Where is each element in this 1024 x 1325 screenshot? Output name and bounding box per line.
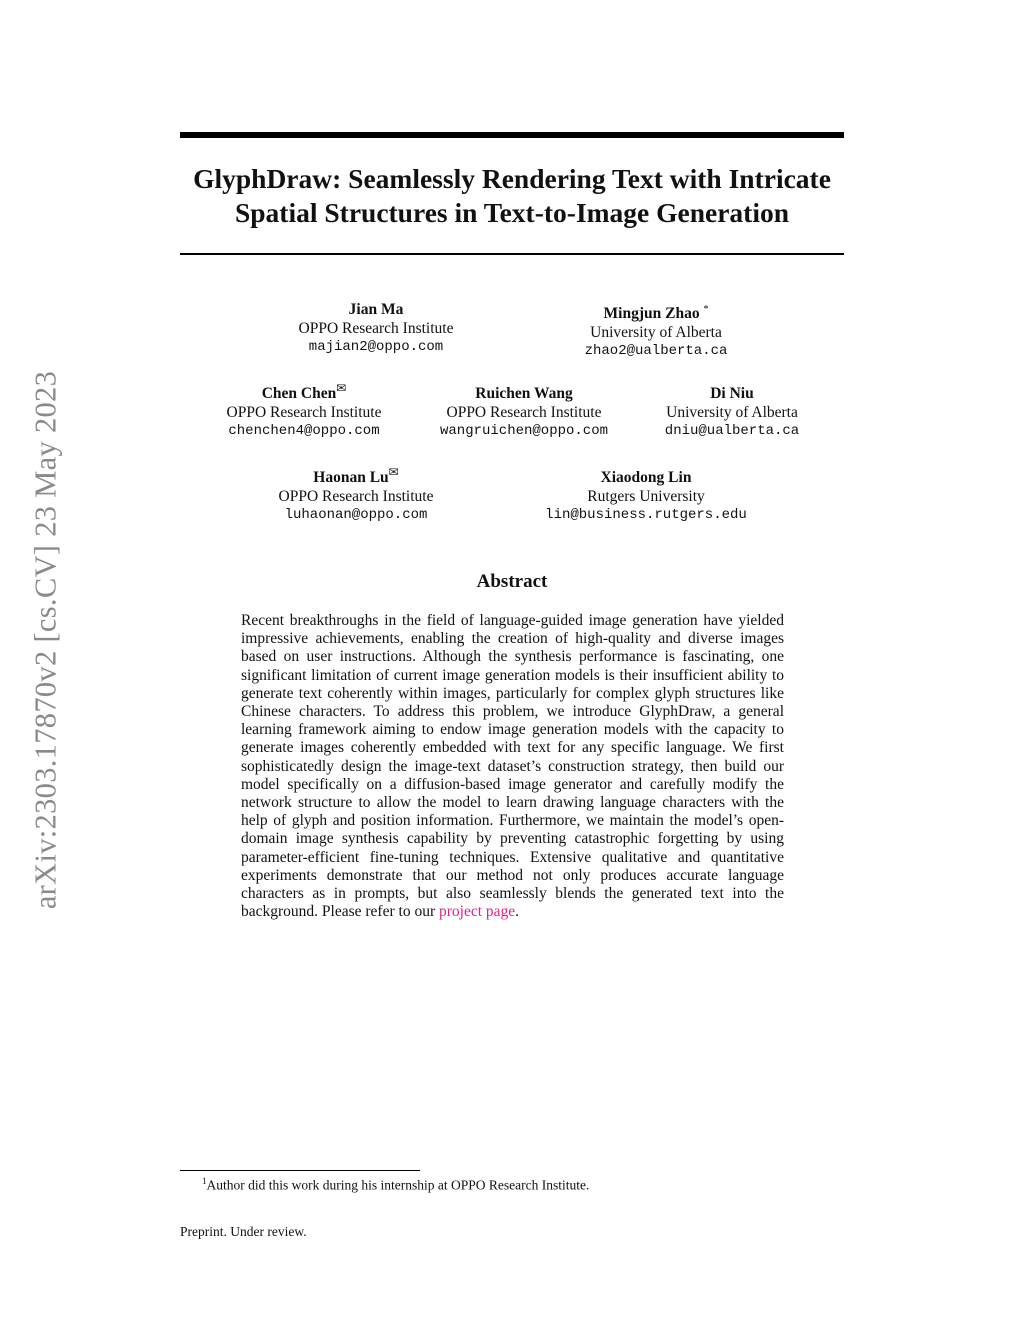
abstract-end: . xyxy=(515,903,520,921)
author-affiliation: OPPO Research Institute xyxy=(298,319,454,337)
title-rule-top xyxy=(180,132,844,138)
author-name: Chen Chen xyxy=(261,385,337,402)
author-block xyxy=(226,380,382,441)
author-block xyxy=(545,469,747,525)
author-affiliation: University of Alberta xyxy=(590,323,722,341)
author-affiliation: OPPO Research Institute xyxy=(226,403,382,421)
envelope-icon: ✉ xyxy=(336,380,347,395)
author-affiliation: University of Alberta xyxy=(666,403,798,421)
author-email[interactable]: majian2@oppo.com xyxy=(308,339,444,355)
abstract-text: Recent breakthroughs in the field of language-guided image generation have yielded impressive achievements, enabling the creation of high-quality and diverse images based on user instructions. Although the synthesis performance is fascinating, one significant limitation of current image generation models is their insufficient ability to generate text coherently within images, particularly for complex glyph structures like Chinese characters. To address this problem, we introduce GlyphDraw, a general learning framework aiming to endow image generation models with the capacity to generate images coherently embedded with text for any specific language. We first sophisticatedly design the image-text dataset’s construction strategy, then build our model specifically on a diffusion-based image generator and carefully modify the network structure to allow the model to learn drawing language characters with the help of glyph and position information. Furthermore, we maintain the model’s open-domain image synthesis capability by preventing catastrophic forgetting by using parameter-efficient fine-tuning techniques. Extensive qualitative and quantitative experiments demonstrate that our method not only produces accurate language characters as in prompts, but also seamlessly blends the generated text into the background. Please refer to our xyxy=(241,612,784,921)
author-name: Ruichen Wang xyxy=(475,385,573,402)
arxiv-sidebar-stamp: arXiv:2303.17870v2 [cs.CV] 23 May 2023 xyxy=(28,370,63,910)
author-block xyxy=(299,301,454,357)
author-block xyxy=(585,301,728,361)
footnote-text: Author did this work during his internship at OPPO Research Institute. xyxy=(206,1177,590,1193)
project-page-link[interactable]: project page xyxy=(438,903,516,921)
preprint-notice: Preprint. Under review. xyxy=(180,1224,307,1239)
author-name: Mingjun Zhao xyxy=(603,305,700,323)
author-name: Jian Ma xyxy=(348,301,404,318)
footnote-marker: 1 xyxy=(202,1176,207,1186)
author-name: Di Niu xyxy=(710,385,754,402)
author-email[interactable]: lin@business.rutgers.edu xyxy=(545,507,747,523)
author-name: Haonan Lu xyxy=(313,469,389,486)
abstract-heading: Abstract xyxy=(476,571,548,592)
author-email[interactable]: wangruichen@oppo.com xyxy=(439,423,609,439)
author-email[interactable]: luhaonan@oppo.com xyxy=(284,507,428,523)
author-block xyxy=(278,464,434,525)
envelope-icon: ✉ xyxy=(388,464,399,479)
title-line-2: Spatial Structures in Text-to-Image Generation xyxy=(234,197,790,228)
author-affiliation: Rutgers University xyxy=(587,487,705,505)
title-line-1: GlyphDraw: Seamlessly Rendering Text with Intricate xyxy=(193,163,831,194)
author-block xyxy=(440,385,608,441)
author-affiliation: OPPO Research Institute xyxy=(278,487,434,505)
title-rule-bottom xyxy=(180,253,844,255)
author-email[interactable]: chenchen4@oppo.com xyxy=(228,423,380,439)
author-email[interactable]: zhao2@ualberta.ca xyxy=(584,343,728,360)
equal-contribution-marker: * xyxy=(703,304,709,315)
author-block xyxy=(665,385,799,441)
paper-title xyxy=(180,162,844,230)
author-affiliation: OPPO Research Institute xyxy=(446,403,602,421)
footnote-rule xyxy=(180,1170,420,1171)
footnote xyxy=(202,1176,589,1194)
abstract-body xyxy=(241,612,784,921)
author-name: Xiaodong Lin xyxy=(600,469,692,486)
author-email[interactable]: dniu@ualberta.ca xyxy=(664,423,800,439)
